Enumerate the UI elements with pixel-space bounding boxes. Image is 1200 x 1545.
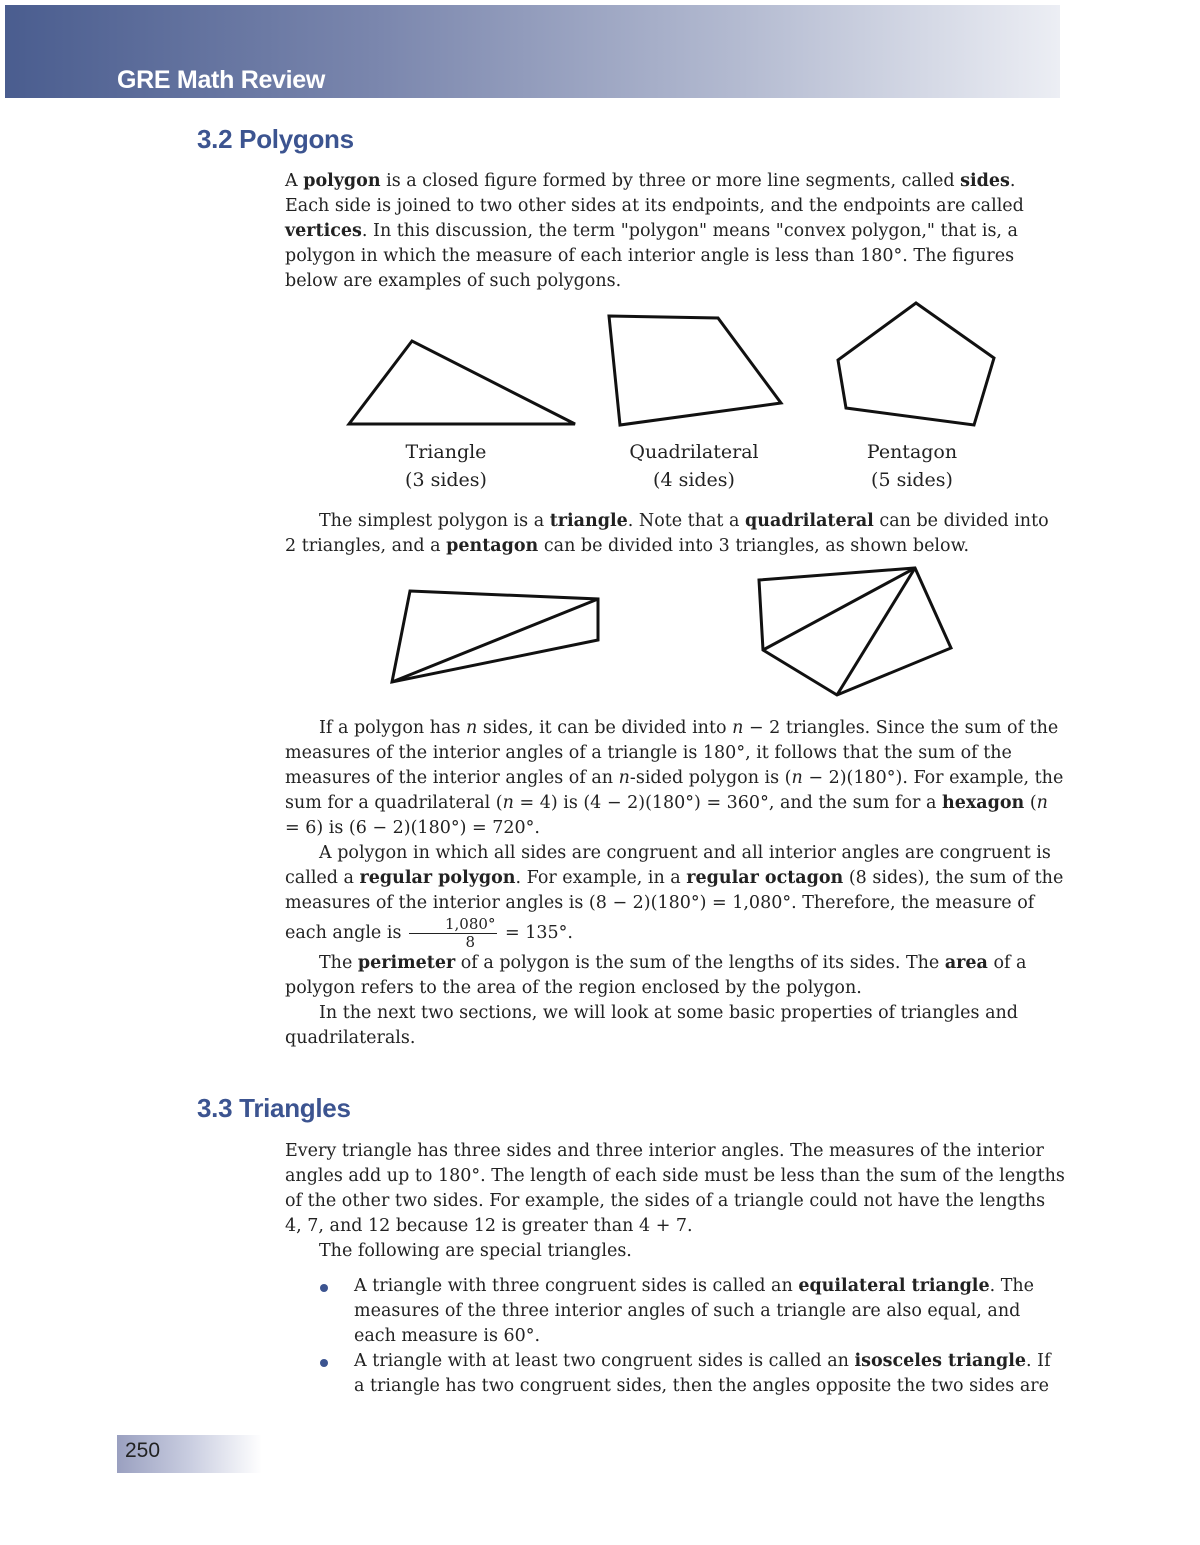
term-area: area xyxy=(944,953,988,973)
caption-quadrilateral: Quadrilateral (4 sides) xyxy=(629,441,759,491)
term-sides: sides xyxy=(960,171,1010,191)
perimeter-area-paragraph: The perimeter of a polygon is the sum of the lengths of its sides. The area of a polygon refers to the area of the region enclosed by the polygon. xyxy=(285,953,1027,998)
caption-triangle: Triangle (3 sides) xyxy=(405,441,487,491)
bullet-dot-icon xyxy=(320,1359,328,1367)
special-triangles-list xyxy=(285,1274,1065,1399)
quadrilateral-diagonal xyxy=(392,599,598,682)
term-triangle: triangle xyxy=(549,511,628,531)
list-item: A triangle with at least two congruent sides is called an isosceles triangle. If a triangle has two congruent sides, then the angles opposite the two sides are xyxy=(284,1349,1065,1399)
triangles-body-block xyxy=(285,1139,1065,1399)
term-regular-polygon: regular polygon xyxy=(359,868,516,888)
pentagon-diagonal-1 xyxy=(763,568,915,650)
term-quadrilateral: quadrilateral xyxy=(745,511,874,531)
n-sided-polygon-paragraph: If a polygon has n sides, it can be divided into n − 2 triangles. Since the sum of the measures of the interior angles of a triangle is 180°, it follows that the sum of the measures of the interior angles of an n-sided polygon is (n − 2)(180°). For example, the sum for a quadrilateral (n = 4) is (4 − 2)(180°) = 360°, and the sum for a hexagon (n = 6) is (6 − 2)(180°) = 720°. xyxy=(285,718,1064,838)
simplest-polygon-block xyxy=(285,509,1065,559)
section-heading-polygons: 3.2 Polygons xyxy=(197,124,354,154)
simplest-polygon-paragraph: The simplest polygon is a triangle. Note that a quadrilateral can be divided into 2 triangles, and a pentagon can be divided into 3 triangles, as shown below. xyxy=(285,511,1049,556)
regular-polygon-paragraph: A polygon in which all sides are congruent and all interior angles are congruent is called a regular polygon. For example, in a regular octagon (8 sides), the sum of the measures of the interior angles is (8 − 2)(180°) = 1,080°. Therefore, the measure of each angle is $\frac{1,080^\circ}{8}$ = 135°. xyxy=(285,843,1064,951)
polygons-intro-block xyxy=(285,169,1065,294)
term-isosceles-triangle: isosceles triangle xyxy=(854,1351,1027,1371)
pentagon-shape xyxy=(838,303,994,425)
section-heading-triangles: 3.3 Triangles xyxy=(197,1093,351,1123)
polygon-definition-paragraph: A polygon is a closed figure formed by three or more line segments, called sides. Each side is joined to two other sides at its endpoints, and the endpoints are called vertices. In this discussion, the term "polygon" means "convex polygon," that is, a polygon in which the measure of each interior angle is less than 180°. The figures below are examples of such polygons. xyxy=(285,171,1024,291)
page-number: 250 xyxy=(125,1439,161,1462)
term-hexagon: hexagon xyxy=(941,793,1025,813)
divided-pentagon-shape xyxy=(759,568,951,695)
running-header-title: GRE Math Review xyxy=(117,66,326,94)
caption-pentagon: Pentagon (5 sides) xyxy=(866,441,958,491)
triangle-shape xyxy=(349,341,575,424)
special-triangles-intro: The following are special triangles. xyxy=(319,1241,632,1261)
bullet-dot-icon xyxy=(320,1284,328,1292)
pentagon-diagonal-2 xyxy=(837,568,915,695)
quadrilateral-shape xyxy=(609,316,781,425)
term-polygon: polygon xyxy=(303,171,381,191)
triangle-basics-paragraph: Every triangle has three sides and three interior angles. The measures of the interior angles add up to 180°. The length of each side must be less than the sum of the lengths of the other two sides. For example, the sides of a triangle could not have the lengths 4, 7, and 12 because 12 is greater than 4 + 7. xyxy=(285,1141,1065,1236)
polygon-examples-figure xyxy=(340,298,1010,438)
polygon-division-figure xyxy=(385,562,960,702)
term-perimeter: perimeter xyxy=(357,953,456,973)
term-regular-octagon: regular octagon xyxy=(686,868,844,888)
page-number-tab xyxy=(117,1435,262,1473)
term-equilateral-triangle: equilateral triangle xyxy=(798,1276,990,1296)
polygons-body-block xyxy=(285,716,1065,1051)
term-pentagon: pentagon xyxy=(446,536,539,556)
term-vertices: vertices xyxy=(285,221,362,241)
next-sections-paragraph: In the next two sections, we will look at some basic properties of triangles and quadrilaterals. xyxy=(285,1003,1018,1048)
list-item: A triangle with three congruent sides is called an equilateral triangle. The measures of the three interior angles of such a triangle are also equal, and each measure is 60°. xyxy=(284,1274,1065,1349)
angle-fraction: $\frac{1,080^\circ}{8}$ xyxy=(409,916,497,951)
